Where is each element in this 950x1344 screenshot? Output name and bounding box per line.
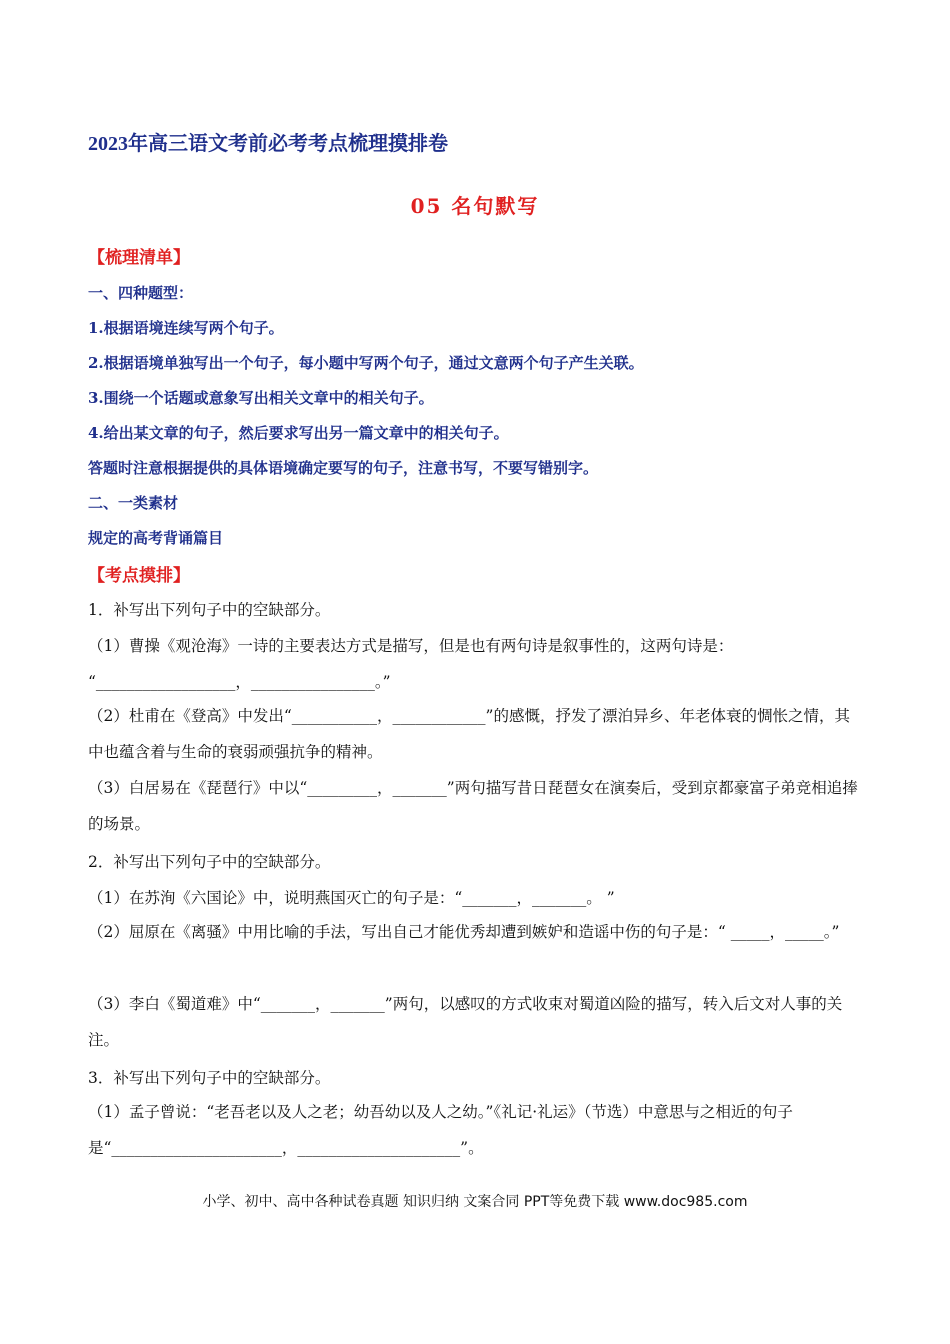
list-item: 1.根据语境连续写两个句子。 <box>88 319 284 337</box>
part2-title: 二、一类素材 <box>88 494 179 512</box>
document-title: 2023年高三语文考前必考考点梳理摸排卷 <box>88 133 448 155</box>
question-1-title: 1．补写出下列句子中的空缺部分。 <box>88 601 331 619</box>
heading-exam-points: 【考点摸排】 <box>88 566 190 586</box>
question-2-part-3: （3）李白《蜀道难》中“_______，_______”两句，以感叹的方式收束对蜀道凶险的描写，转入后文对人事的关注。 <box>88 995 843 1049</box>
list-item: 3.围绕一个话题或意象写出相关文章中的相关句子。 <box>88 389 434 407</box>
question-1-part-1-blanks: “__________________，________________。” <box>88 673 391 691</box>
heading-summary: 【梳理清单】 <box>88 248 190 268</box>
part1-title: 一、四种题型： <box>88 284 194 302</box>
section-title: 05 名句默写 <box>410 194 540 218</box>
footer-text: 小学、初中、高中各种试卷真题 知识归纳 文案合同 PPT等免费下载 www.doc985.com <box>202 1194 748 1210</box>
question-2-title: 2．补写出下列句子中的空缺部分。 <box>88 853 331 871</box>
question-3-part-1: （1）孟子曾说：“老吾老以及人之老；幼吾幼以及人之幼。”《礼记·礼运》（节选）中意思与之相近的句子是“______________________，_____________________”。 <box>88 1103 793 1157</box>
list-item: 4.给出某文章的句子，然后要求写出另一篇文章中的相关句子。 <box>88 424 509 442</box>
list-item: 2.根据语境单独写出一个句子，每小题中写两个句子，通过文意两个句子产生关联。 <box>88 354 644 372</box>
question-1-part-3: （3）白居易在《琵琶行》中以“_________，_______”两句描写昔日琵琶女在演奏后，受到京都豪富子弟竞相追捧的场景。 <box>88 779 858 833</box>
note-text: 答题时注意根据提供的具体语境确定要写的句子，注意书写，不要写错别字。 <box>88 459 599 477</box>
part2-text: 规定的高考背诵篇目 <box>88 529 224 547</box>
question-2-part-1: （1）在苏洵《六国论》中，说明燕国灭亡的句子是：“_______，_______。 ” <box>88 889 615 907</box>
question-3-title: 3．补写出下列句子中的空缺部分。 <box>88 1069 331 1087</box>
question-2-part-2: （2）屈原在《离骚》中用比喻的手法，写出自己才能优秀却遭到嫉妒和造谣中伤的句子是：“ _____，_____。” <box>88 923 840 941</box>
question-1-part-2: （2）杜甫在《登高》中发出“___________，____________”的感慨，抒发了漂泊异乡、年老体衰的惆怅之情，其中也蕴含着与生命的衰弱顽强抗争的精神。 <box>88 707 850 761</box>
question-1-part-1: （1）曹操《观沧海》一诗的主要表达方式是描写，但是也有两句诗是叙事性的，这两句诗是： <box>88 637 734 655</box>
